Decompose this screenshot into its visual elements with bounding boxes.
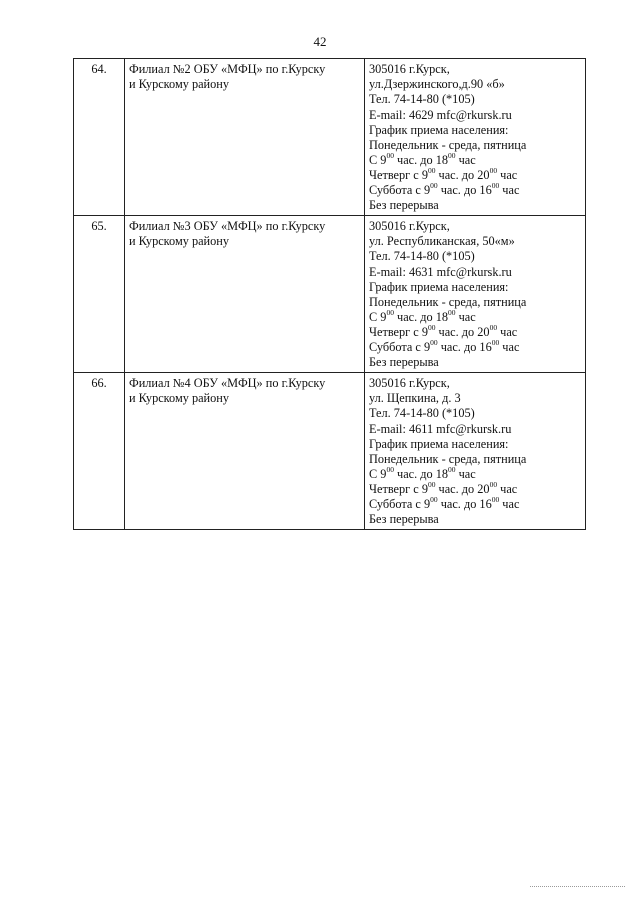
email: E-mail: 4611 mfc@rkursk.ru [369, 422, 512, 436]
schedule-weekdays-hours: С $9^{00}$ час. до $18^{00}$ час [369, 464, 476, 481]
branch-name [125, 216, 365, 373]
row-number: 66. [74, 373, 125, 530]
schedule-thursday-hours: Четверг с $9^{00}$ час. до $20^{00}$ час [369, 479, 518, 496]
footer-scan-mark [530, 886, 625, 887]
branch-name-line: Филиал №3 ОБУ «МФЦ» по г.Курску [129, 219, 326, 233]
branch-name-line: и Курскому району [129, 391, 230, 405]
row-number: 64. [74, 59, 125, 216]
email: E-mail: 4629 mfc@rkursk.ru [369, 108, 512, 122]
table-row [74, 216, 586, 373]
schedule-thursday-hours: Четверг с $9^{00}$ час. до $20^{00}$ час [369, 165, 518, 182]
schedule-weekdays-hours: С $9^{00}$ час. до $18^{00}$ час [369, 150, 476, 167]
schedule-break: Без перерыва [369, 198, 439, 212]
branch-details [365, 216, 586, 373]
schedule-title: График приема населения: [369, 280, 509, 294]
schedule-days: Понедельник - среда, пятница [369, 138, 527, 152]
schedule-saturday-hours: Суббота с $9^{00}$ час. до $16^{00}$ час [369, 337, 520, 354]
page-number: 42 [313, 34, 327, 49]
phone: Тел. 74-14-80 (*105) [369, 249, 475, 263]
schedule-saturday-hours: Суббота с $9^{00}$ час. до $16^{00}$ час [369, 494, 520, 511]
address-line: ул. Щепкина, д. 3 [369, 391, 461, 405]
branch-table [73, 58, 586, 530]
phone: Тел. 74-14-80 (*105) [369, 406, 475, 420]
email: E-mail: 4631 mfc@rkursk.ru [369, 265, 512, 279]
schedule-title: График приема населения: [369, 123, 509, 137]
branch-name-line: Филиал №2 ОБУ «МФЦ» по г.Курску [129, 62, 326, 76]
schedule-weekdays-hours: С $9^{00}$ час. до $18^{00}$ час [369, 307, 476, 324]
branch-name-line: Филиал №4 ОБУ «МФЦ» по г.Курску [129, 376, 326, 390]
branch-details [365, 373, 586, 530]
address-line: ул. Республиканская, 50«м» [369, 234, 515, 248]
branch-name-line: и Курскому району [129, 234, 230, 248]
table-row [74, 373, 586, 530]
address-line: ул.Дзержинского,д.90 «б» [369, 77, 505, 91]
table-row [74, 59, 586, 216]
schedule-thursday-hours: Четверг с $9^{00}$ час. до $20^{00}$ час [369, 322, 518, 339]
address-line: 305016 г.Курск, [369, 62, 450, 76]
schedule-break: Без перерыва [369, 355, 439, 369]
schedule-title: График приема населения: [369, 437, 509, 451]
schedule-days: Понедельник - среда, пятница [369, 452, 527, 466]
address-line: 305016 г.Курск, [369, 376, 450, 390]
schedule-saturday-hours: Суббота с $9^{00}$ час. до $16^{00}$ час [369, 180, 520, 197]
branch-name [125, 373, 365, 530]
branch-details [365, 59, 586, 216]
row-number: 65. [74, 216, 125, 373]
schedule-break: Без перерыва [369, 512, 439, 526]
schedule-days: Понедельник - среда, пятница [369, 295, 527, 309]
address-line: 305016 г.Курск, [369, 219, 450, 233]
branch-name-line: и Курскому району [129, 77, 230, 91]
branch-name [125, 59, 365, 216]
phone: Тел. 74-14-80 (*105) [369, 92, 475, 106]
